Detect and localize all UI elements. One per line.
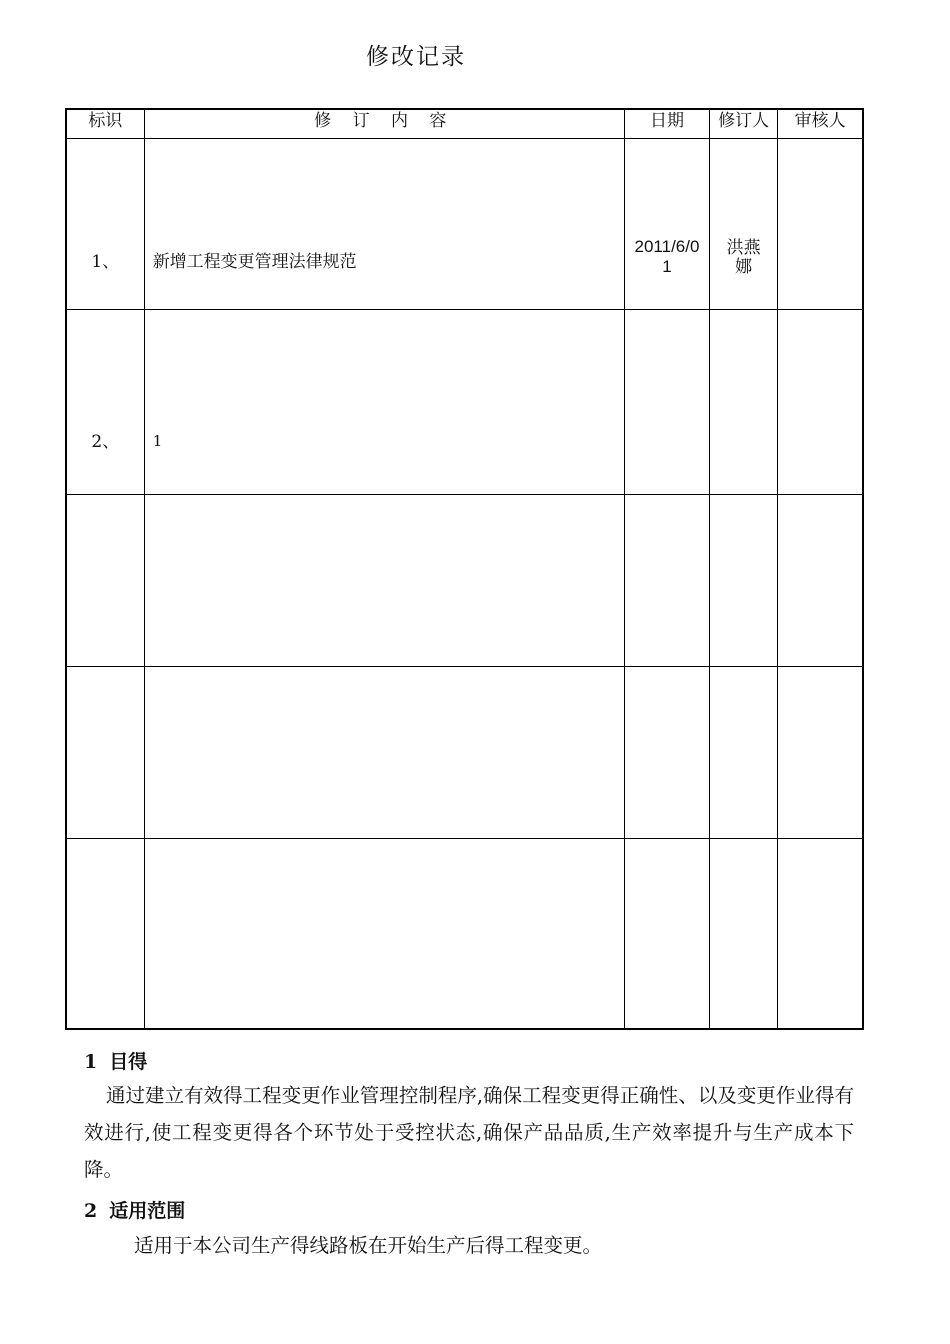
cell-content: 新增工程变更管理法律规范	[144, 139, 624, 310]
cell-id	[66, 666, 144, 838]
cell-date	[624, 666, 709, 838]
cell-reviser	[710, 310, 778, 494]
date-value: 2011/6/01	[634, 237, 700, 277]
cell-id: 1、	[66, 139, 144, 310]
header-id: 标识	[66, 109, 144, 139]
section-body-purpose: 通过建立有效得工程变更作业管理控制程序,确保工程变更得正确性、以及变更作业得有效进行,使工程变更得各个环节处于受控状态,确保产品品质,生产效率提升与生产成本下降。	[84, 1084, 854, 1181]
header-content: 修 订 内 容	[144, 109, 624, 139]
section-title: 适用范围	[109, 1200, 186, 1222]
cell-reviewer	[778, 139, 863, 310]
cell-reviewer	[778, 494, 863, 666]
cell-reviser	[710, 139, 778, 310]
section-heading-scope	[84, 1196, 185, 1223]
table-row	[66, 839, 863, 1029]
cell-reviser	[710, 839, 778, 1029]
section-title: 目得	[109, 1051, 148, 1073]
reviser-value: 洪燕娜	[726, 238, 761, 277]
cell-reviewer	[778, 839, 863, 1029]
header-reviser: 修订人	[710, 109, 778, 139]
revision-table	[65, 108, 864, 1030]
cell-content: 1	[144, 310, 624, 494]
cell-content	[144, 839, 624, 1029]
cell-id	[66, 839, 144, 1029]
cell-id	[66, 494, 144, 666]
cell-id: 2、	[66, 310, 144, 494]
cell-content	[144, 494, 624, 666]
table-row	[66, 666, 863, 838]
cell-reviewer	[778, 666, 863, 838]
table-row	[66, 494, 863, 666]
cell-date	[624, 494, 709, 666]
cell-content	[144, 666, 624, 838]
table-row	[66, 310, 863, 494]
section-heading-purpose	[84, 1047, 147, 1074]
table-row	[66, 139, 863, 310]
header-reviewer: 审核人	[778, 109, 863, 139]
cell-date	[624, 310, 709, 494]
cell-reviewer	[778, 310, 863, 494]
cell-date	[624, 139, 709, 310]
page-title: 修改记录	[366, 44, 466, 70]
section-body-scope: 适用于本公司生产得线路板在开始生产后得工程变更。	[134, 1234, 603, 1257]
section-number: 2	[84, 1200, 98, 1222]
section-number: 1	[84, 1051, 98, 1073]
cell-date	[624, 839, 709, 1029]
table-header-row	[66, 109, 863, 139]
cell-reviser	[710, 494, 778, 666]
cell-reviser	[710, 666, 778, 838]
header-date: 日期	[624, 109, 709, 139]
